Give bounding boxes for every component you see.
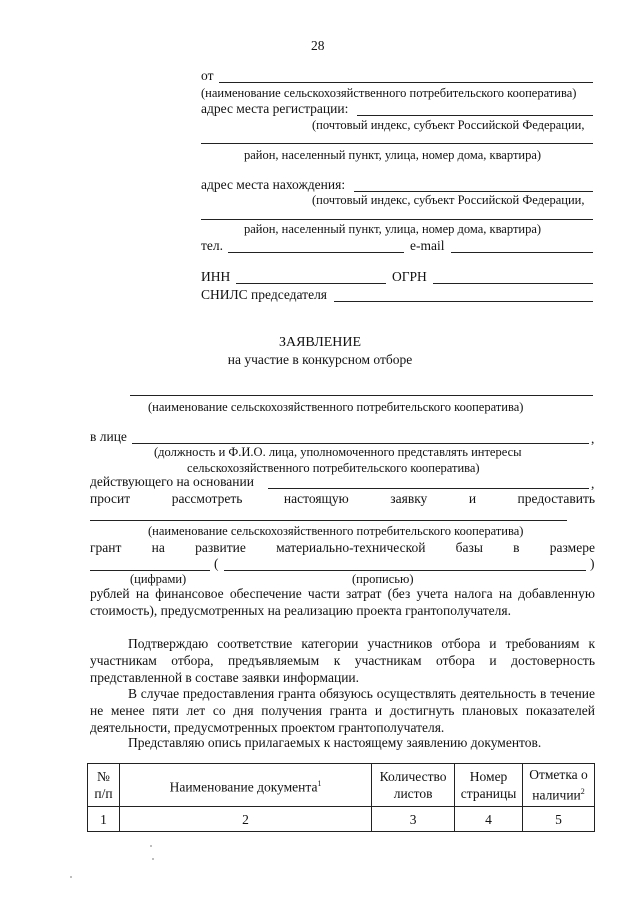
person-hint-1: (должность и Ф.И.О. лица, уполномоченного представлять интересы xyxy=(154,445,522,459)
snils-field[interactable] xyxy=(334,301,593,302)
location-address-field-2[interactable] xyxy=(201,219,593,220)
acting-label: действующего на основании xyxy=(90,474,254,489)
header-num: № п/п xyxy=(88,764,120,807)
request-word: настоящую xyxy=(283,491,349,506)
header-mark-text: Отметка о наличии xyxy=(529,767,588,803)
confirm-paragraph: Подтверждаю соответствие категории участников отбора и требованиям к участникам отбора, предъявляемым к участникам отбора и достоверность представленной в составе заявки информации. xyxy=(90,636,595,685)
inn-label: ИНН xyxy=(201,269,231,284)
request-word: просит xyxy=(90,491,131,506)
words-hint: (прописью) xyxy=(352,572,414,586)
ogrn-field[interactable] xyxy=(433,283,593,284)
table-header-row xyxy=(88,764,595,807)
coop-name-hint: (наименование сельскохозяйственного потребительского кооператива) xyxy=(201,86,577,100)
grant-word: базы xyxy=(455,540,483,555)
in-person-label: в лице xyxy=(90,429,127,444)
location-address-label: адрес места нахождения: xyxy=(201,177,346,192)
header-sheets: Количество листов xyxy=(372,764,455,807)
footnote-ref: 2 xyxy=(580,787,585,797)
snils-label: СНИЛС председателя xyxy=(201,287,328,302)
from-label: от xyxy=(201,68,214,83)
phone-field[interactable] xyxy=(228,252,404,253)
from-field[interactable] xyxy=(219,82,593,83)
table-cell: 2 xyxy=(119,807,371,832)
scan-speck xyxy=(152,858,154,860)
reg-address-hint-1: (почтовый индекс, субъект Российской Федерации, xyxy=(312,118,585,132)
coop-name-field[interactable] xyxy=(130,395,593,396)
document-subtitle: на участие в конкурсном отборе xyxy=(227,352,413,367)
request-word: заявку xyxy=(390,491,428,506)
reg-address-field-2[interactable] xyxy=(201,143,593,144)
documents-table xyxy=(87,763,595,832)
table-cell: 5 xyxy=(523,807,595,832)
body-coop-name-hint-2: (наименование сельскохозяйственного потребительского кооператива) xyxy=(148,524,524,538)
location-address-hint-2: район, населенный пункт, улица, номер дома, квартира) xyxy=(244,222,542,236)
email-field[interactable] xyxy=(451,252,593,253)
grant-word: на xyxy=(151,540,165,555)
document-title: ЗАЯВЛЕНИЕ xyxy=(278,335,362,350)
acting-comma: , xyxy=(591,476,595,491)
email-label: e-mail xyxy=(410,238,445,253)
reg-address-field[interactable] xyxy=(357,115,593,116)
costs-paragraph: рублей на финансовое обеспечение части затрат (без учета налога на добавленную стоимость), предусмотренных на реализацию проекта грантополучателя. xyxy=(90,586,595,618)
close-paren: ) xyxy=(590,556,595,571)
table-row xyxy=(88,807,595,832)
page-number: 28 xyxy=(311,38,325,53)
reg-address-label: адрес места регистрации: xyxy=(201,101,349,116)
scan-speck xyxy=(150,845,152,847)
grant-word: грант xyxy=(90,540,122,555)
inn-field[interactable] xyxy=(236,283,386,284)
body-coop-name-hint: (наименование сельскохозяйственного потребительского кооператива) xyxy=(148,400,524,414)
scan-speck xyxy=(70,876,72,878)
acting-field[interactable] xyxy=(268,488,589,489)
request-word: и xyxy=(468,491,477,506)
header-doc-name-text: Наименование документа xyxy=(169,779,318,795)
ogrn-label: ОГРН xyxy=(392,269,427,284)
in-person-comma: , xyxy=(591,431,595,446)
open-paren: ( xyxy=(214,556,219,571)
inventory-paragraph: Представляю опись прилагаемых к настоящему заявлению документов. xyxy=(128,735,542,750)
header-doc-name xyxy=(119,764,371,807)
in-person-field[interactable] xyxy=(132,443,589,444)
header-mark xyxy=(523,764,595,807)
header-page: Номер страницы xyxy=(455,764,523,807)
digits-hint: (цифрами) xyxy=(130,572,187,586)
grant-line xyxy=(90,540,595,556)
table-cell: 3 xyxy=(372,807,455,832)
grant-word: развитие xyxy=(195,540,246,555)
footnote-ref: 1 xyxy=(317,778,322,788)
reg-address-hint-2: район, населенный пункт, улица, номер дома, квартира) xyxy=(244,148,542,162)
amount-words-field[interactable] xyxy=(224,570,586,571)
amount-digits-field[interactable] xyxy=(90,570,210,571)
coop-name-field-2[interactable] xyxy=(90,520,567,521)
grant-word: материально-технической xyxy=(276,540,426,555)
request-line xyxy=(90,491,595,507)
person-hint-2: сельскохозяйственного потребительского кооператива) xyxy=(187,461,480,475)
grant-word: размере xyxy=(549,540,595,555)
phone-label: тел. xyxy=(201,238,224,253)
location-address-hint-1: (почтовый индекс, субъект Российской Федерации, xyxy=(312,193,585,207)
location-address-field[interactable] xyxy=(354,191,593,192)
request-word: предоставить xyxy=(517,491,595,506)
table-cell: 1 xyxy=(88,807,120,832)
table-cell: 4 xyxy=(455,807,523,832)
request-word: рассмотреть xyxy=(171,491,243,506)
obligation-paragraph: В случае предоставления гранта обязуюсь осуществлять деятельность в течение не менее пяти лет со дня получения гранта и достигнуть плановых показателей деятельности, предусмотренных проектом грантополучателя. xyxy=(90,686,595,735)
grant-word: в xyxy=(513,540,520,555)
